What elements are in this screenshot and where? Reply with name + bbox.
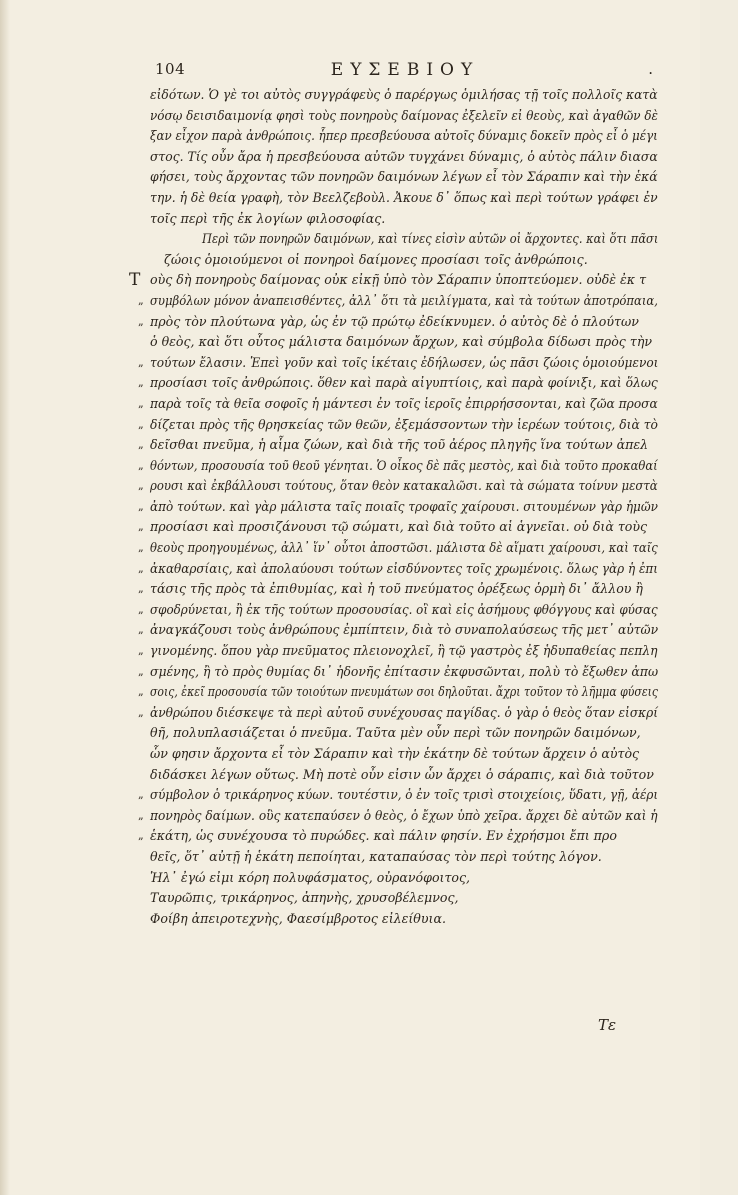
verse-line: Ἠλ᾽ ἐγώ εἰμι κόρη πολυφάσματος, οὐρανόφοιτος, [150, 869, 471, 885]
verse-line: Ταυρῶπις, τρικάρηνος, ἀπηνὴς, χρυσοβέλεμνος, [150, 890, 459, 906]
section-heading-line: Περὶ τῶν πονηρῶν δαιμόνων, καὶ τίνες εἰσὶν αὐτῶν οἱ ἄρχοντες. καὶ ὅτι πᾶσι [202, 231, 659, 247]
text-line: την. ἡ δὲ θεία γραφὴ, τὸν Βεελζεβοὺλ. Ἀκουε δ᾽ ὅπως καὶ περὶ τούτων γράφει ἐν [150, 189, 658, 205]
text-line: ὁ θεὸς, καὶ ὅτι οὗτος μάλιστα δαιμόνων ἄρχων, καὶ σύμβολα δίδωσι πρὸς τὴν [150, 334, 653, 350]
quoted-line: „ συμβόλων μόνον ἀναπεισθέντες, ἀλλ᾽ ὅτι τὰ μειλίγματα, καὶ τὰ τούτων ἀποτρόπαια, [138, 292, 658, 308]
quoted-line: „ δεῖσθαι πνεῦμα, ἡ αἷμα ζώων, καὶ διὰ τῆς τοῦ ἀέρος πληγῆς ἵνα τούτων ἀπελ [138, 437, 649, 453]
text-line: τοῖς περὶ τῆς ἐκ λογίων φιλοσοφίας. [150, 210, 386, 226]
text-line: θεῖς, ὅτ᾽ αὐτῇ ἡ ἑκάτη πεποίηται, καταπαύσας τὸν περὶ τούτης λόγον. [150, 848, 602, 864]
verse-line: Φοίβη ἀπειροτεχνὴς, Φαεσίμβροτος εἰλείθυια. [150, 910, 446, 926]
text-line: νόσῳ δεισιδαιμονίᾳ φησὶ τοὺς πονηροὺς δαίμονας ἐξελεῖν εἰ θεοὺς, καὶ ἀγαθῶν δὲ [150, 107, 658, 123]
quoted-line: „ πρὸς τὸν πλούτωνα γὰρ, ὡς ἐν τῷ πρώτῳ ἐδείκνυμεν. ὁ αὐτὸς δὲ ὁ πλούτων [138, 313, 639, 329]
quoted-line: „ θόντων, προσουσία τοῦ θεοῦ γένηται. Ὁ οἶκος δὲ πᾶς μεστὸς, καὶ διὰ τοῦτο προκαθαί [138, 457, 658, 473]
drop-initial: T [129, 270, 141, 291]
quoted-line: „ παρὰ τοῖς τὰ θεῖα σοφοῖς ἡ μάντεσι ἐν τοῖς ἱεροῖς ἐπιρρήσσονται, καὶ ζῶα προσα [138, 395, 658, 411]
quoted-line: „ ἀπὸ τούτων. καὶ γὰρ μάλιστα ταῖς ποιαῖς τροφαῖς χαίρουσι. σιτουμένων γὰρ ἡμῶν [138, 498, 658, 514]
quoted-line: „ τούτων ἔλασιν. Ἐπεὶ γοῦν καὶ τοῖς ἱκέταις ἐδήλωσεν, ὡς πᾶσι ζώοις ὁμοιούμενοι [138, 354, 659, 370]
main-text-block [129, 85, 660, 929]
quoted-line: „ σύμβολον ὁ τρικάρηνος κύων. τουτέστιν, ὁ ἐν τοῖς τρισὶ στοιχείοις, ὕδατι, γῇ, ἀέρι [138, 787, 659, 803]
quoted-line: „ ἀκαθαρσίαις, καὶ ἀπολαύουσι τούτων εἰσδύνοντες τοῖς χρωμένοις. ὅλως γὰρ ἡ ἐπι [138, 560, 658, 576]
section-heading-line: ζώοις ὁμοιούμενοι οἱ πονηροὶ δαίμονες προσίασι τοῖς ἀνθρώποις. [164, 251, 588, 267]
quoted-line: „ ἑκάτη, ὡς συνέχουσα τὸ πυρώδες. καὶ πάλιν φησίν. Εν ἐχρήσμοι ἔπι προ [138, 828, 617, 844]
quoted-line: „ προσίασι τοῖς ἀνθρώποις. ὅθεν καὶ παρὰ αἰγυπτίοις, καὶ παρὰ φοίνιξι, καὶ ὅλως [138, 375, 658, 391]
quoted-line: „ πονηρὸς δαίμων. οὓς κατεπαύσεν ὁ θεὸς, ὁ ἔχων ὑπὸ χεῖρα. ἄρχει δὲ αὐτῶν καὶ ἡ [138, 807, 658, 823]
quoted-line: „ τάσις τῆς πρὸς τὰ ἐπιθυμίας, καὶ ἡ τοῦ πνεύματος ὀρέξεως ὁρμὴ δι᾽ ἄλλου ἢ [138, 581, 643, 597]
quoted-line: „ ἀνθρώπου διέσκεψε τὰ περὶ αὐτοῦ συνέχουσας παγίδας. ὁ γὰρ ὁ θεὸς ὅταν εἰσκρί [138, 704, 658, 720]
quoted-line: „ σμένης, ἢ τὸ πρὸς θυμίας δι᾽ ἡδονῆς ἐπίτασιν ἐκφυσῶνται, πολὺ τὸ ἔξωθεν ἀπω [138, 663, 659, 679]
quoted-line: „ σοις, ἐκεῖ προσουσία τῶν τοιούτων πνευμάτων σοι δηλοῦται. ἄχρι τοῦτον τὸ λῆμμα φύσεις [138, 684, 659, 700]
page-number: 104 [155, 60, 186, 78]
catchword: Τε [598, 1016, 617, 1034]
quoted-line: „ προσίασι καὶ προσιζάνουσι τῷ σώματι, καὶ διὰ τοῦτο αἱ ἁγνεῖαι. οὐ διὰ τοὺς [138, 519, 648, 535]
text-line: στος. Τίς οὖν ἄρα ἡ πρεσβεύουσα αὐτῶν τυγχάνει δύναμις, ὁ αὐτὸς πάλιν διασα [150, 148, 658, 164]
running-title: ΕΥΣΕΒΙΟΥ [330, 60, 480, 80]
quoted-line: „ θεοὺς προηγουμένως, ἀλλ᾽ ἵν᾽ οὗτοι ἀποστῶσι. μάλιστα δὲ αἵματι χαίρουσι, καὶ ταῖς [138, 540, 658, 556]
quoted-line: „ ἀναγκάζουσι τοὺς ἀνθρώπους ἐμπίπτειν, διὰ τὸ συναπολαύσεως τῆς μετ᾽ αὐτῶν [138, 622, 659, 638]
text-line: T οὺς δὴ πονηροὺς δαίμονας οὐκ εἰκῇ ὑπὸ τὸν Σάραπιν ὑποπτεύομεν. οὐδὲ ἐκ τ [129, 270, 647, 291]
corner-mark: . [648, 60, 653, 78]
text-line: ξαν εἶχον παρὰ ἀνθρώποις. ἧπερ πρεσβεύουσα αὐτοῖς δύναμις δοκεῖν πρὸς εἶ ὁ μέγι [150, 128, 658, 144]
text-line: ὧν φησιν ἄρχοντα εἶ τὸν Σάραπιν καὶ τὴν ἑκάτην δὲ τούτων ἄρχειν ὁ αὐτὸς [150, 746, 640, 761]
text-line: φήσει, τοὺς ἄρχοντας τῶν πονηρῶν δαιμόνων λέγων εἶ τὸν Σάραπιν καὶ τὴν ἑκά [150, 169, 658, 185]
quoted-line: „ δίζεται πρὸς τῆς θρησκείας τῶν θεῶν, ἐξεμάσσοντων τὴν ἱερέων τούτοις, διὰ τὸ [138, 416, 658, 432]
page-header [155, 60, 655, 84]
quoted-line: „ γινομένης. ὅπου γὰρ πνεῦματος πλειονοχλεῖ, ἢ τῷ γαστρὸς ἐξ ἡδυπαθείας πεπλη [138, 643, 658, 659]
page-gutter-shadow [0, 0, 10, 1195]
quoted-line: „ ρουσι καὶ ἐκβάλλουσι τούτους, ὅταν θεὸν κατακαλῶσι. καὶ τὰ σώματα τοίνυν μεστὰ [138, 478, 658, 494]
quoted-line: „ σφοδρύνεται, ἢ ἐκ τῆς τούτων προσουσίας. οἳ καὶ εἰς ἀσήμους φθόγγους καὶ φύσας [138, 601, 658, 617]
text-line: εἰδότων. Ὁ γὲ τοι αὐτὸς συγγράφεὺς ὁ παρέργως ὁμιλήσας τῇ τοῖς πολλοῖς κατὰ [150, 87, 658, 102]
text-line: θῆ, πολυπλασιάζεται ὁ πνεῦμα. Ταῦτα μὲν οὖν περὶ τῶν πονηρῶν δαιμόνων, [150, 725, 641, 741]
text-line: διδάσκει λέγων οὕτως. Μὴ ποτὲ οὖν εἰσιν ὧν ἄρχει ὁ σάραπις, καὶ διὰ τοῦτον [150, 766, 654, 782]
